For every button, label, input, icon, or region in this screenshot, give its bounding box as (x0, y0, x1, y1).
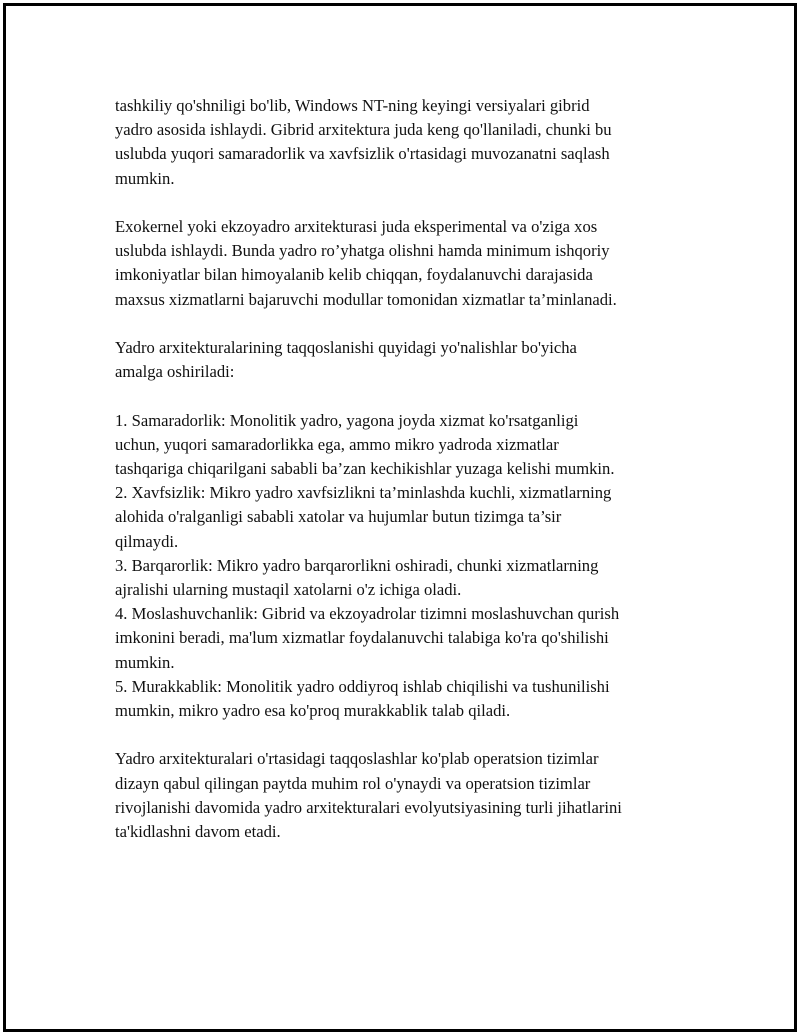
paragraph-closing: Yadro arxitekturalari o'rtasidagi taqqoslashlar ko'plab operatsion tizimlar dizayn qabul qilingan paytda muhim rol o'ynaydi va operatsion tizimlar rivojlanishi davomida yadro arxitekturalari evolyutsiyasining turli jihatlarini ta'kidlashni davom etadi. (115, 749, 622, 842)
document-body (115, 94, 685, 868)
list-item-xavfsizlik: 2. Xavfsizlik: Mikro yadro xavfsizlikni ta’minlashda kuchli, xizmatlarning alohida o'ralganligi sababli xatolar va hujumlar butun tizimga ta’sir qilmaydi. (115, 483, 612, 551)
list-item-samaradorlik: 1. Samaradorlik: Monolitik yadro, yagona joyda xizmat ko'rsatganligi uchun, yuqori samaradorlikka ega, ammo mikro yadroda xizmatlar tashqariga chiqarilgani sababli ba’zan kechikishlar yuzaga kelishi mumkin. (115, 410, 615, 478)
paragraph-exokernel: Exokernel yoki ekzoyadro arxitekturasi juda eksperimental va o'ziga xos uslubda ishlaydi. Bunda yadro ro’yhatga olishni hamda minimum ishqoriy imkoniyatlar bilan himoyalanib kelib chiqqan, foydalanuvchi darajasida maxsus xizmatlarni bajaruvchi modullar tomonidan xizmatlar ta’minlanadi. (115, 217, 617, 309)
comparison-list (115, 409, 685, 724)
paragraph-gibrid-yadro: tashkiliy qo'shniligi bo'lib, Windows NT-ning keyingi versiyalari gibrid yadro asosida ishlaydi. Gibrid arxitektura juda keng qo'llaniladi, chunki bu uslubda yuqori samaradorlik va xavfsizlik o'rtasidagi muvozanatni saqlash mumkin. (115, 96, 612, 188)
paragraph-taqqoslash-intro: Yadro arxitekturalarining taqqoslanishi quyidagi yo'nalishlar bo'yicha amalga oshiriladi: (115, 338, 577, 382)
list-item-moslashuvchanlik: 4. Moslashuvchanlik: Gibrid va ekzoyadrolar tizimni moslashuvchan qurish imkonini beradi, ma'lum xizmatlar foydalanuvchi talabiga ko'ra qo'shilishi mumkin. (115, 604, 620, 672)
list-item-barqarorlik: 3. Barqarorlik: Mikro yadro barqarorlikni oshiradi, chunki xizmatlarning ajralishi ularning mustaqil xatolarni o'z ichiga oladi. (115, 555, 599, 600)
list-item-murakkablik: 5. Murakkablik: Monolitik yadro oddiyroq ishlab chiqilishi va tushunilishi mumkin, mikro yadro esa ko'proq murakkablik talab qiladi. (115, 676, 610, 721)
